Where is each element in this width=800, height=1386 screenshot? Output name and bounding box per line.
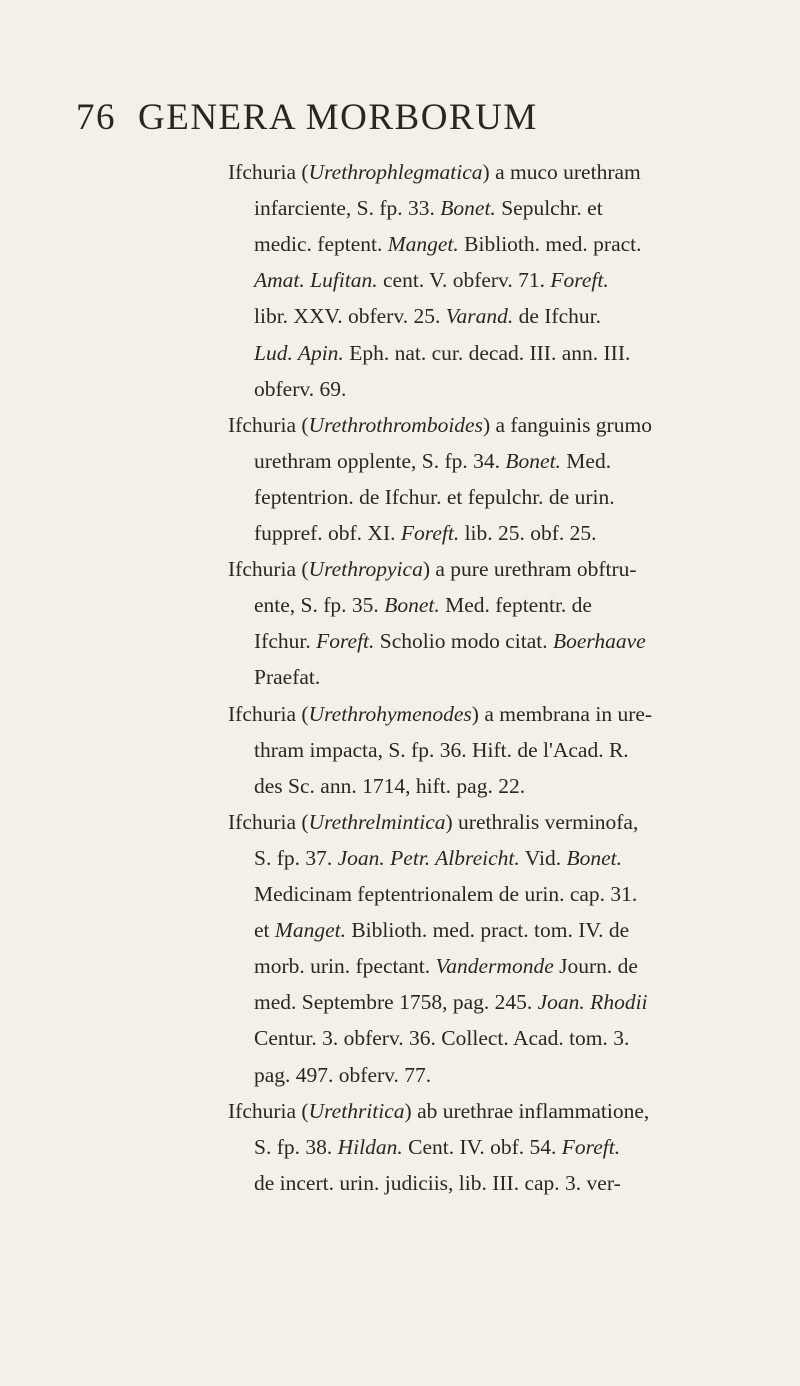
- text-segment: Centur. 3. obferv. 36. Collect. Acad. tom. 3.: [254, 1026, 630, 1051]
- text-segment: des Sc. ann. 1714, hift. pag. 22.: [254, 773, 526, 798]
- text-segment: ) urethralis verminofa,: [445, 809, 639, 834]
- italic-citation: Foreft.: [400, 521, 460, 545]
- text-segment: ) a muco urethram: [482, 160, 641, 184]
- text-segment: obferv. 69.: [254, 376, 347, 401]
- text-line: [254, 842, 622, 874]
- text-segment: thram impacta, S. fp. 36. Hift. de l'Acad. R.: [254, 737, 629, 762]
- text-line: [254, 589, 592, 621]
- text-segment: pag. 497. obferv. 77.: [254, 1062, 432, 1087]
- italic-citation: Manget.: [274, 918, 346, 943]
- text-line: [254, 1059, 431, 1091]
- italic-citation: Bonet.: [505, 448, 561, 473]
- text-line: [254, 770, 525, 802]
- text-segment: Ifchuria (: [228, 1098, 309, 1123]
- text-line: [254, 373, 346, 405]
- text-line: [228, 156, 641, 188]
- text-segment: Ifchuria (: [228, 412, 309, 437]
- text-segment: Biblioth. med. pract. tom. IV. de: [345, 918, 630, 943]
- running-title: GENERA MORBORUM: [138, 97, 538, 138]
- text-segment: Eph. nat. cur. decad. III. ann. III.: [343, 340, 631, 365]
- italic-citation: Vandermonde: [435, 954, 554, 979]
- running-header: [76, 96, 756, 139]
- italic-citation: Urethrelmintica: [308, 809, 446, 834]
- italic-citation: Foreft.: [561, 1134, 621, 1159]
- text-segment: Journ. de: [553, 954, 638, 979]
- italic-citation: Amat. Lufitan.: [254, 268, 378, 293]
- text-line: [254, 1131, 620, 1163]
- text-line: [254, 986, 648, 1018]
- italic-citation: Urethrophlegmatica: [308, 160, 483, 184]
- text-segment: Ifchur.: [254, 629, 317, 654]
- text-line: [228, 409, 652, 441]
- text-segment: Scholio modo citat.: [374, 629, 553, 654]
- text-segment: feptentrion. de Ifchur. et fepulchr. de urin.: [254, 484, 615, 509]
- text-segment: Med. feptentr. de: [439, 593, 592, 618]
- text-segment: medic. feptent.: [254, 232, 388, 257]
- italic-citation: Urethrohymenodes: [308, 701, 472, 726]
- text-segment: Vid.: [519, 845, 567, 870]
- text-segment: fuppref. obf. XI.: [254, 521, 401, 545]
- text-segment: Cent. IV. obf. 54.: [402, 1134, 562, 1159]
- text-segment: de Ifchur.: [513, 304, 601, 329]
- text-segment: morb. urin. fpectant.: [254, 954, 436, 979]
- italic-citation: Foreft.: [316, 629, 375, 654]
- text-segment: cent. V. obferv. 71.: [377, 268, 551, 293]
- italic-citation: Bonet.: [440, 196, 496, 221]
- text-segment: ) ab urethrae inflammatione,: [404, 1098, 650, 1123]
- text-segment: Med.: [560, 448, 612, 473]
- text-segment: Ifchuria (: [228, 557, 309, 582]
- text-segment: Sepulchr. et: [495, 196, 603, 221]
- text-line: [254, 300, 601, 332]
- text-line: [254, 481, 615, 513]
- text-line: [228, 1095, 649, 1127]
- text-segment: infarciente, S. fp. 33.: [254, 196, 441, 221]
- text-segment: Ifchuria (: [228, 701, 309, 726]
- italic-citation: Urethritica: [308, 1098, 405, 1123]
- italic-citation: Bonet.: [384, 593, 440, 618]
- text-segment: et: [254, 918, 275, 943]
- italic-citation: Urethrothromboides: [308, 412, 483, 437]
- italic-citation: Joan. Rhodii: [537, 990, 648, 1015]
- italic-citation: Lud. Apin.: [254, 340, 344, 365]
- text-line: [254, 734, 629, 766]
- italic-citation: Manget.: [387, 232, 459, 257]
- text-segment: med. Septembre 1758, pag. 245.: [254, 990, 538, 1015]
- text-segment: ) a fanguinis grumo: [482, 412, 652, 437]
- text-line: [228, 698, 652, 730]
- italic-citation: Varand.: [445, 304, 514, 329]
- text-segment: urethram opplente, S. fp. 34.: [254, 448, 506, 473]
- italic-citation: Boerhaave: [552, 629, 646, 654]
- text-line: [254, 1022, 629, 1054]
- text-segment: Biblioth. med. pract.: [458, 232, 642, 257]
- text-line: [228, 553, 637, 585]
- text-segment: de incert. urin. judiciis, lib. III. cap. 3. ver-: [254, 1170, 621, 1195]
- text-segment: S. fp. 38.: [254, 1134, 338, 1159]
- text-line: [254, 950, 638, 982]
- text-segment: ) a membrana in ure-: [471, 701, 653, 726]
- text-line: [254, 517, 597, 549]
- text-segment: lib. 25. obf. 25.: [459, 521, 597, 545]
- page-number: 76: [76, 97, 116, 138]
- text-segment: Ifchuria (: [228, 160, 309, 184]
- text-segment: ) a pure urethram obftru-: [422, 557, 637, 582]
- text-line: [254, 445, 611, 477]
- text-line: [254, 625, 646, 657]
- italic-citation: Hildan.: [337, 1134, 403, 1159]
- text-line: [254, 228, 642, 260]
- text-segment: libr. XXV. obferv. 25.: [254, 304, 446, 329]
- text-segment: Praefat.: [254, 665, 321, 690]
- text-segment: Ifchuria (: [228, 809, 309, 834]
- text-line: [254, 878, 637, 910]
- text-line: [228, 806, 638, 838]
- italic-citation: Urethropyica: [308, 557, 423, 582]
- text-line: [254, 264, 609, 296]
- italic-citation: Bonet.: [566, 845, 622, 870]
- text-line: [254, 914, 629, 946]
- text-segment: S. fp. 37.: [254, 845, 338, 870]
- text-segment: ente, S. fp. 35.: [254, 593, 385, 618]
- text-line: [254, 337, 630, 369]
- text-line: [254, 192, 603, 224]
- text-line: [254, 661, 320, 693]
- text-line: [254, 1167, 621, 1199]
- text-segment: Medicinam feptentrionalem de urin. cap. 31.: [254, 882, 638, 906]
- italic-citation: Joan. Petr. Albreicht.: [337, 845, 520, 870]
- italic-citation: Foreft.: [550, 268, 609, 293]
